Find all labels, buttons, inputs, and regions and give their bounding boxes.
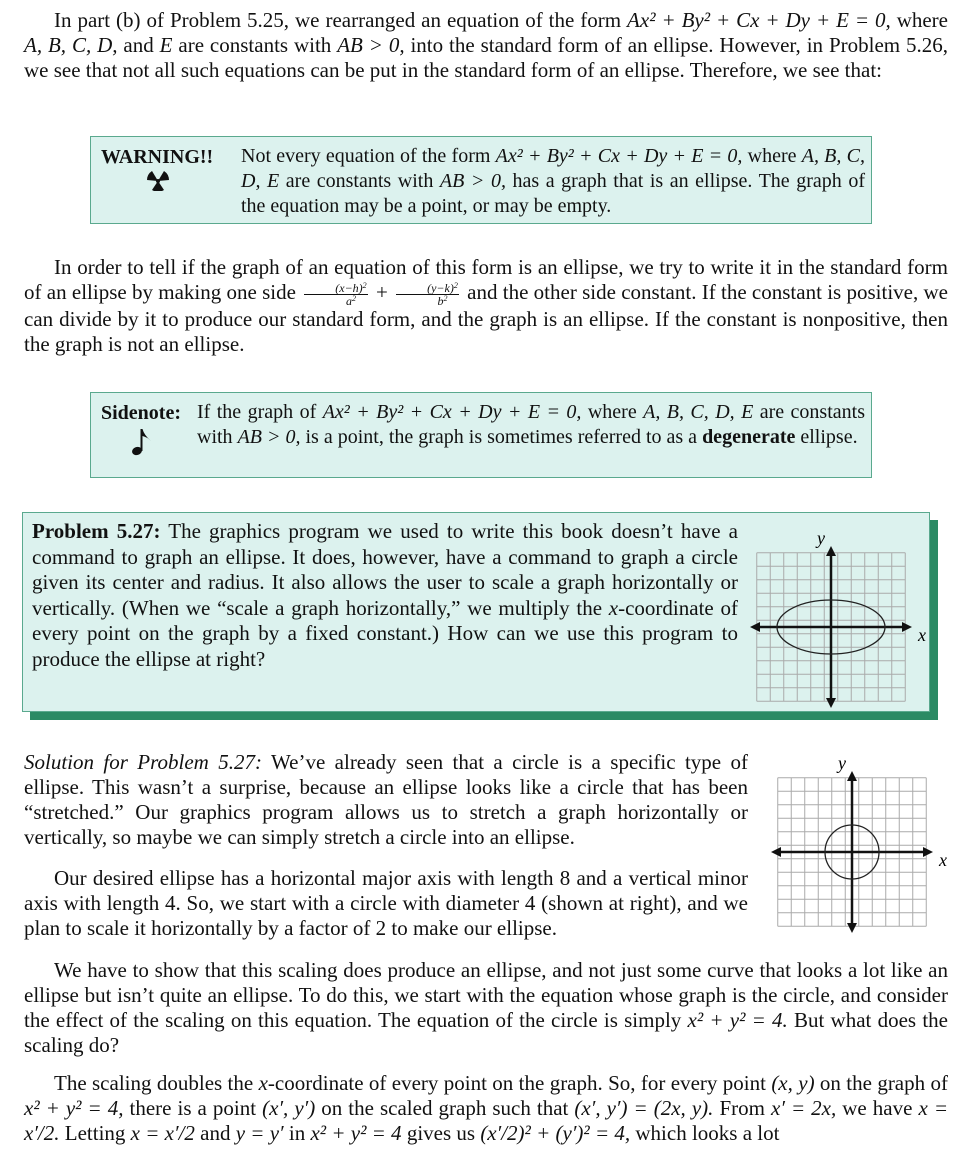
solution-text: From: [713, 1096, 771, 1120]
warning-text-part: Not every equation of the form: [241, 145, 496, 167]
y-axis-arrow-up: [847, 771, 857, 781]
math-expr: (x′, y′) = (2x, y).: [574, 1096, 714, 1120]
solution-text: there is a point: [123, 1096, 263, 1120]
solution-text: But what does the scaling do?: [24, 1008, 948, 1057]
sidenote-label: Sidenote:: [101, 402, 181, 424]
solution-paragraph-1: [24, 750, 748, 850]
solution-text: in: [283, 1121, 311, 1145]
solution-text: Letting: [59, 1121, 131, 1145]
solution-paragraph-2: [24, 866, 748, 941]
sidenote-text-part: If the graph of: [197, 401, 323, 423]
warning-text-part: The graph of the equation may be a point, or may be empty.: [241, 170, 865, 217]
sidenote-text-part: where: [581, 401, 644, 423]
intro-text: In part (b) of Problem 5.25, we rearranged an equation of the form: [54, 8, 628, 32]
y-axis-arrow-down: [826, 698, 836, 708]
solution-text: on the scaled graph such that: [315, 1096, 575, 1120]
solution-text: Our desired ellipse has a horizontal major axis with length 8 and a vertical minor axis with length 4. So, we start with a circle with diameter 4 (shown at right), and we plan to scale it horizontally by a factor of 2 to make our ellipse.: [24, 866, 748, 940]
solution-text: gives us: [401, 1121, 481, 1145]
math-expr: x = x′/2.: [24, 1096, 948, 1145]
variable-x: x: [608, 595, 619, 620]
sidenote-text-part: ellipse.: [795, 426, 858, 448]
constants-list: A, B, C, D, E: [241, 145, 865, 192]
solution-paragraph-4: [24, 1071, 948, 1146]
math-expr: y = y′: [235, 1121, 284, 1145]
math-expr: (x′/2)² + (y′)² = 4,: [480, 1121, 631, 1145]
intro-text: are constants with: [172, 33, 338, 57]
solution-text: which looks a lot: [630, 1121, 780, 1145]
math-expr: (x′, y′): [262, 1096, 316, 1120]
constant-e: E: [159, 33, 173, 57]
solution-paragraph-3: [24, 958, 948, 1058]
solution-text: and: [194, 1121, 236, 1145]
standard-form-paragraph: [24, 255, 948, 357]
solution-text: -coordinate of every point on the graph. So, for every point: [267, 1071, 772, 1095]
solution-text: The scaling doubles the: [54, 1071, 259, 1095]
y-axis-arrow-up: [826, 546, 836, 556]
condition: AB > 0,: [237, 426, 301, 448]
sidenote-text: [197, 400, 865, 450]
problem-text: [32, 519, 738, 673]
fraction-x-term: $\frac{(x-h)^2}{a^2}$: [304, 282, 367, 307]
intro-text: and: [117, 33, 160, 57]
ellipse-graph: [741, 513, 931, 711]
y-axis-label: y: [817, 528, 825, 548]
sidenote-text-part: are constants with: [197, 401, 865, 448]
fraction-numerator: (y−k): [427, 280, 454, 295]
fraction-y-term: $\frac{(y-k)^2}{b^2}$: [396, 282, 459, 307]
solution-label: Solution for Problem 5.27:: [24, 750, 262, 774]
plus-sign: +: [370, 280, 394, 304]
warning-text-part: has a graph that is an ellipse.: [505, 170, 753, 192]
x-axis-label: x: [939, 850, 947, 870]
problem-box: [22, 512, 930, 712]
math-expr: x² + y² = 4: [310, 1121, 402, 1145]
warning-text: [241, 144, 865, 219]
fraction-denominator: a: [345, 293, 352, 308]
constants-list: A, B, C, D,: [24, 33, 118, 57]
solution-text: we have: [836, 1096, 919, 1120]
warning-text-part: are constants with: [279, 170, 440, 192]
problem-label: Problem 5.27:: [32, 519, 161, 543]
math-expr: x = x′/2: [130, 1121, 195, 1145]
x-axis-arrow-left: [750, 622, 760, 632]
y-axis-arrow-down: [847, 923, 857, 933]
solution-text: on the graph of: [814, 1071, 948, 1095]
condition: AB > 0,: [439, 170, 506, 192]
general-equation: Ax² + By² + Cx + Dy + E = 0,: [627, 8, 891, 32]
circle-graph: [760, 740, 960, 940]
circle-equation: x² + y² = 4.: [687, 1008, 788, 1032]
warning-label: WARNING!!: [101, 146, 214, 168]
x-axis-arrow-left: [771, 847, 781, 857]
warning-box: [90, 136, 872, 224]
warning-text-part: where: [742, 145, 797, 167]
fraction-denominator: b: [437, 293, 444, 308]
solution-text: We’ve already seen that a circle is a specific type of ellipse. This wasn’t a surprise, because an ellipse looks like a circle that has been “stretched.” Our graphics program allows us to stretch a graph horizontally or vertically, so maybe we can simply stretch a circle into an ellipse.: [24, 750, 749, 849]
constants-list: A, B, C, D, E: [643, 401, 754, 423]
y-axis-label: y: [838, 753, 846, 773]
radiation-icon: [147, 169, 169, 195]
intro-text: where: [890, 8, 948, 32]
intro-text: into the standard form of an ellipse. However, in Problem 5.26, we see that not all such equations can be put in the standard form of an ellipse. Therefore, we see that:: [24, 33, 949, 82]
intro-paragraph: [24, 8, 948, 83]
degenerate-term: degenerate: [702, 426, 796, 448]
paragraph-text: and the other side constant. If the constant is positive, we can divide by it to produce our standard form, and the graph is an ellipse. If the constant is nonpositive, then the graph is not an ellipse.: [24, 280, 948, 356]
problem-text-part: -coordinate of every point on the graph by a fixed constant.) How can we use this program to produce the ellipse at right?: [32, 595, 738, 671]
math-expr: x′ = 2x,: [771, 1096, 837, 1120]
music-note-icon: [131, 427, 153, 461]
condition: AB > 0,: [337, 33, 405, 57]
problem-text-part: The graphics program we used to write this book doesn’t have a command to graph an ellipse. It does, however, have a command to graph a circle given its center and radius. It also allows the user to scale a graph horizontally or vertically. (When we “scale a graph horizontally,” we multiply the: [32, 519, 739, 620]
sidenote-text-part: is a point, the graph is sometimes referred to as a: [300, 426, 703, 448]
x-axis-arrow-right: [923, 847, 933, 857]
variable-x: x: [258, 1071, 268, 1095]
fraction-numerator: (x−h): [335, 280, 363, 295]
general-equation: Ax² + By² + Cx + Dy + E = 0,: [322, 401, 582, 423]
x-axis-label: x: [918, 625, 926, 645]
solution-text: We have to show that this scaling does produce an ellipse, and not just some curve that looks a lot like an ellipse but isn’t quite an ellipse. To do this, we start with the equation whose graph is the circle, and consider the effect of the scaling on this equation. The equation of the circle is simply: [24, 958, 948, 1032]
sidenote-box: [90, 392, 872, 478]
math-expr: (x, y): [771, 1071, 815, 1095]
general-equation: Ax² + By² + Cx + Dy + E = 0,: [495, 145, 743, 167]
math-expr: x² + y² = 4,: [24, 1096, 124, 1120]
x-axis-arrow-right: [902, 622, 912, 632]
paragraph-text: In order to tell if the graph of an equation of this form is an ellipse, we try to write it in the standard form of an ellipse by making one side: [24, 255, 948, 304]
